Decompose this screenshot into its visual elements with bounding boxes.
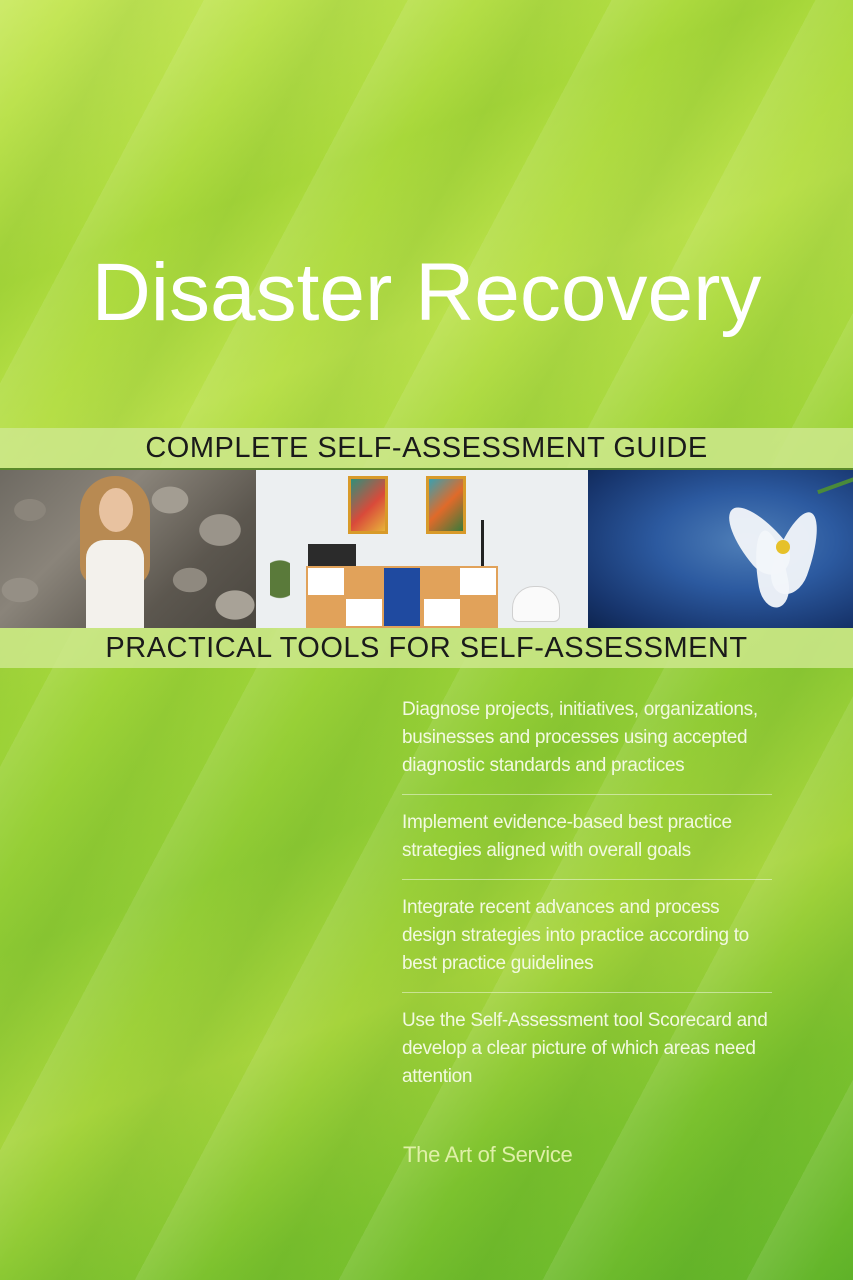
photo-woman — [0, 470, 256, 628]
feature-item: Integrate recent advances and process design strategies into practice according to best practice guidelines — [402, 894, 772, 993]
feature-item: Use the Self-Assessment tool Scorecard and develop a clear picture of which areas need attention — [402, 1010, 768, 1087]
feature-list — [402, 696, 772, 1119]
subtitle-band-bottom: PRACTICAL TOOLS FOR SELF-ASSESSMENT — [0, 628, 853, 668]
publisher-name: The Art of Service — [403, 1142, 573, 1167]
photo-room — [256, 470, 588, 628]
photo-flower — [588, 470, 853, 628]
subtitle-band-top: COMPLETE SELF-ASSESSMENT GUIDE — [0, 428, 853, 468]
feature-item: Diagnose projects, initiatives, organizations, businesses and processes using accepted diagnostic standards and practices — [402, 696, 772, 795]
photo-strip — [0, 468, 853, 628]
cover-title: Disaster Recovery — [91, 246, 762, 338]
feature-item: Implement evidence-based best practice strategies aligned with overall goals — [402, 809, 772, 880]
